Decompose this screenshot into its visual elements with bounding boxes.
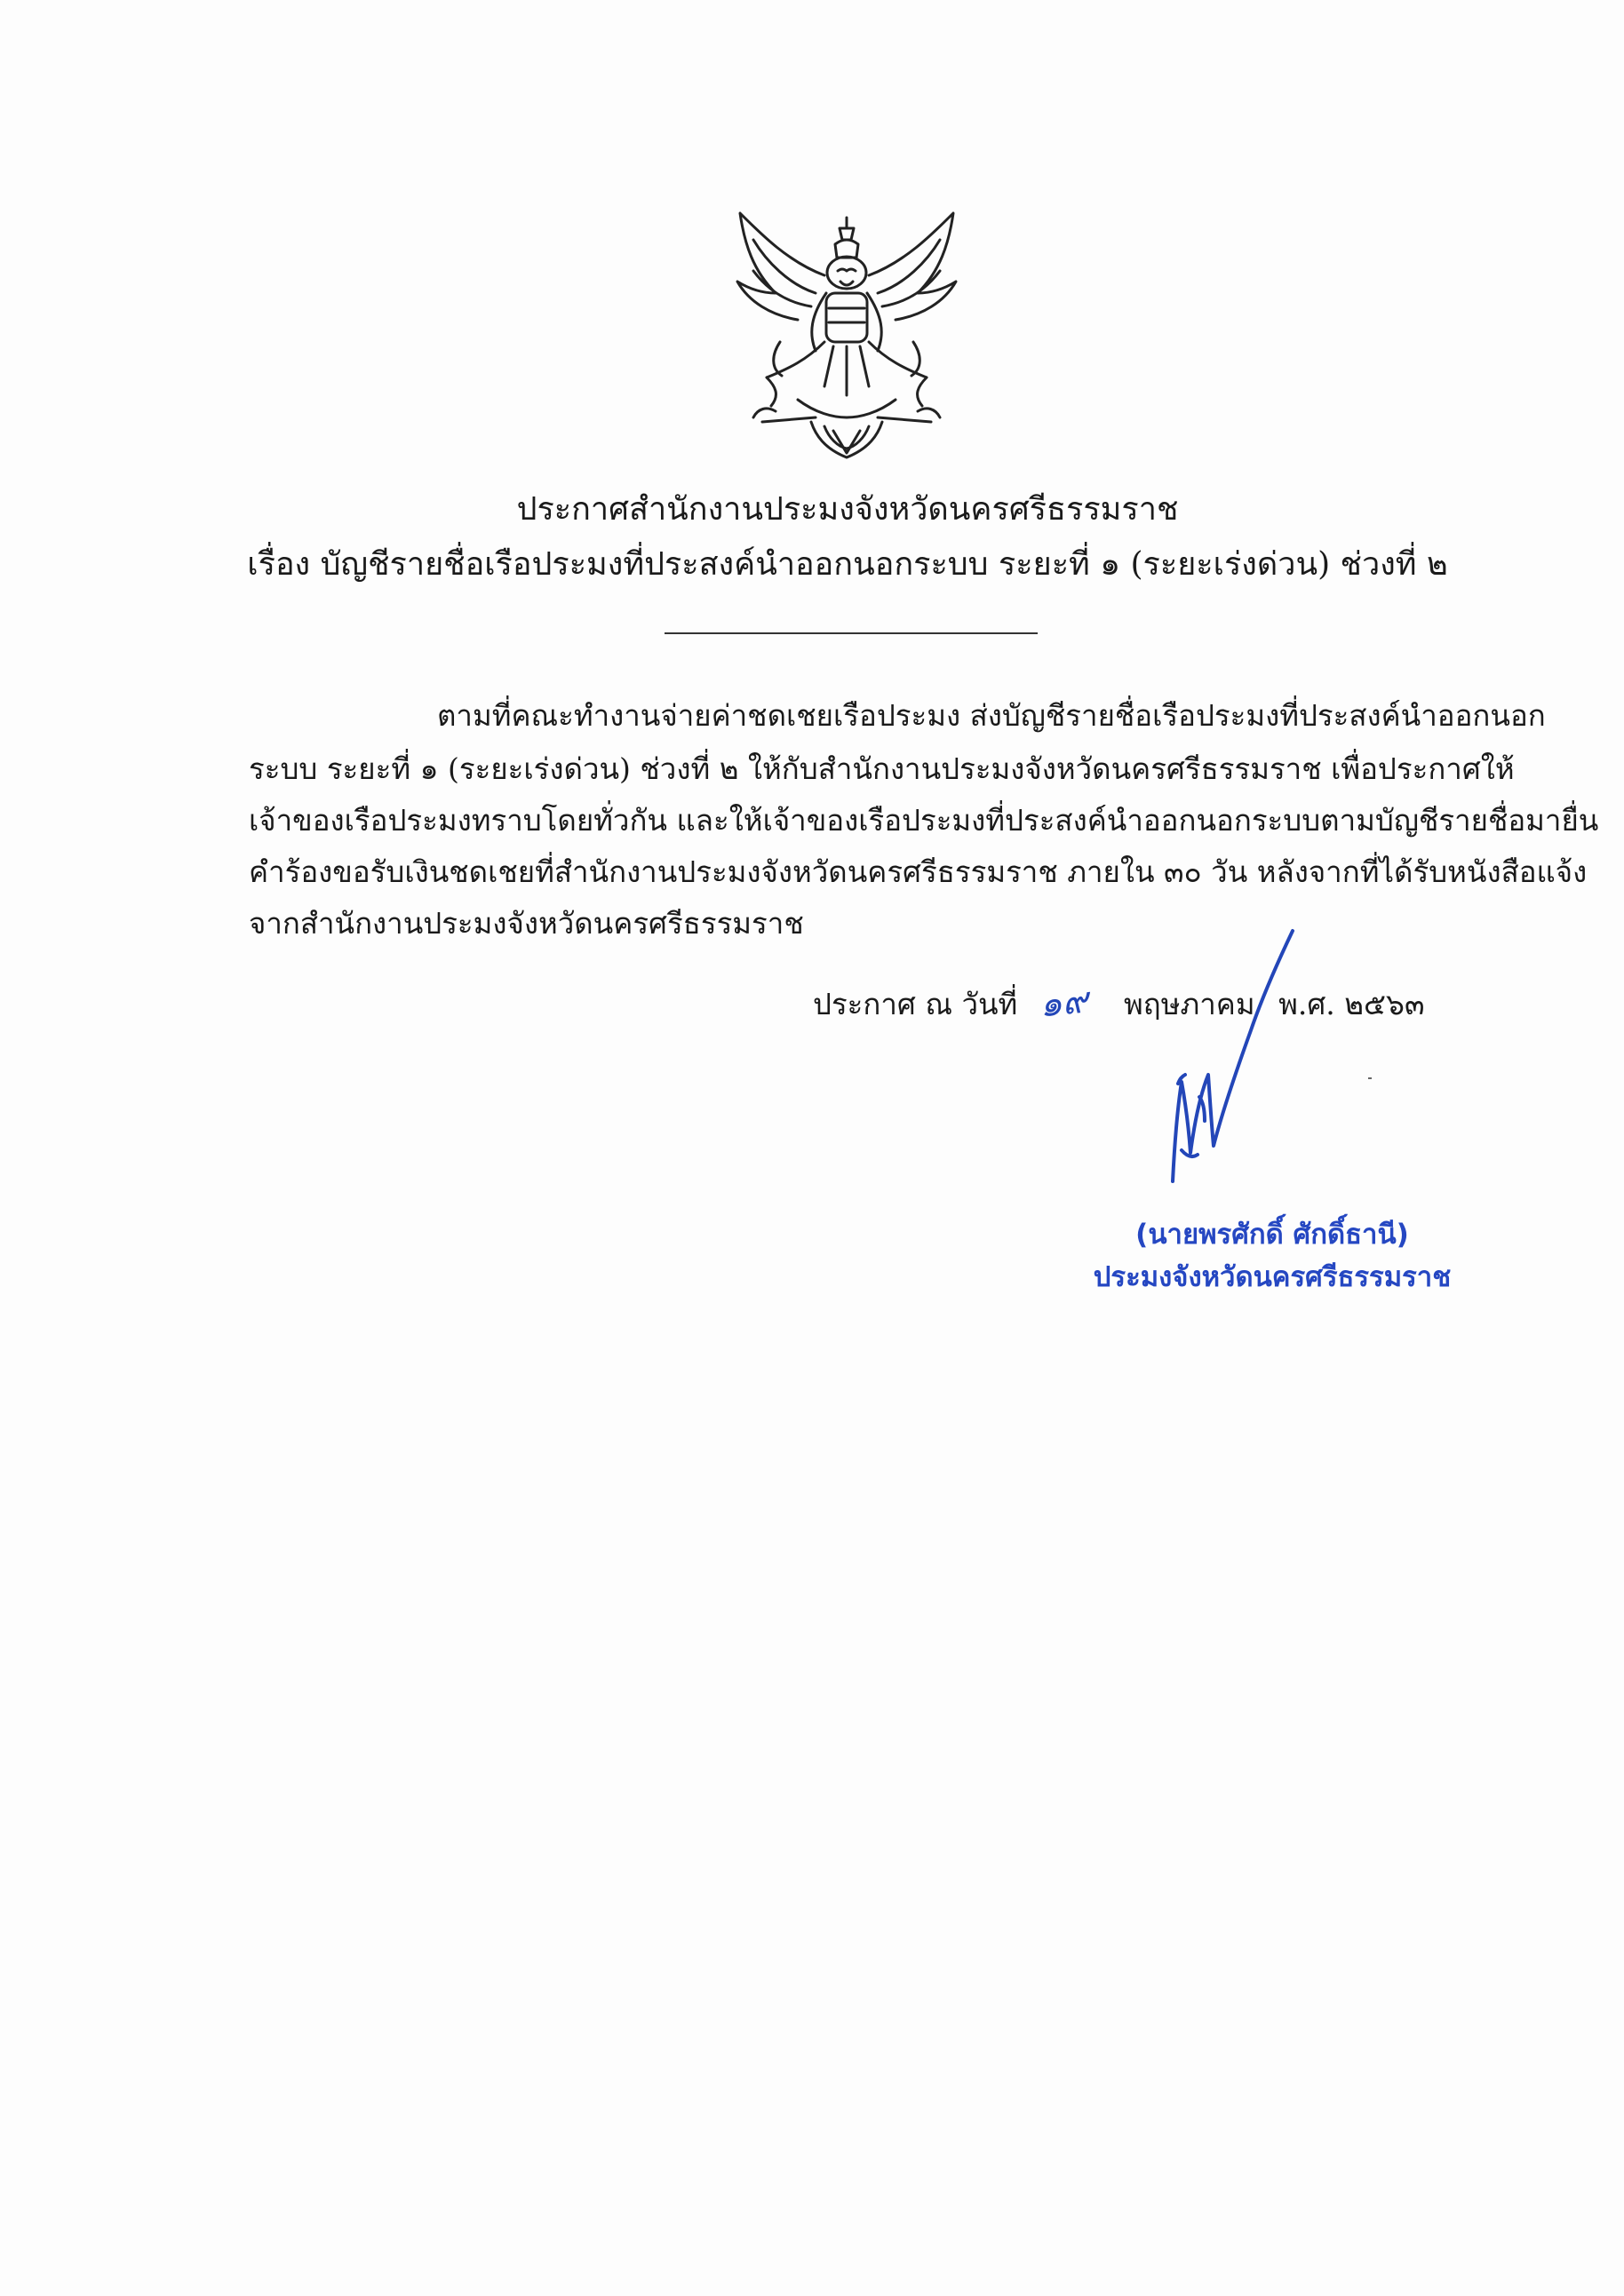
announcement-subject: เรื่อง บัญชีรายชื่อเรือประมงที่ประสงค์นำออกนอกระบบ ระยะที่ ๑ (ระยะเร่งด่วน) ช่วงที่ ๒ [247,546,1448,583]
signatory-position: ประมงจังหวัดนครศรีธรรมราช [1093,1261,1452,1293]
date-year: พ.ศ. ๒๕๖๓ [1278,987,1425,1021]
body-line: คำร้องขอรับเงินชดเชยที่สำนักงานประมงจังหวัดนครศรีธรรมราช ภายใน ๓๐ วัน หลังจากที่ได้รับหนังสือแจ้ง [249,854,1588,889]
body-line: จากสำนักงานประมงจังหวัดนครศรีธรรมราช [249,906,804,941]
body-line: ระบบ ระยะที่ ๑ (ระยะเร่งด่วน) ช่วงที่ ๒ ให้กับสำนักงานประมงจังหวัดนครศรีธรรมราช เพื่อประกาศให้ [249,751,1515,786]
body-line: ตามที่คณะทำงานจ่ายค่าชดเชยเรือประมง ส่งบัญชีรายชื่อเรือประมงที่ประสงค์นำออกนอก [437,698,1546,733]
signatory-name: (นายพรศักดิ์ ศักดิ์ธานี) [1135,1219,1409,1251]
body-line: เจ้าของเรือประมงทราบโดยทั่วกัน และให้เจ้าของเรือประมงที่ประสงค์นำออกนอกระบบตามบัญชีรายชื่อมายื่น [249,803,1599,838]
title-divider [665,632,1038,634]
handwritten-day: ๑๙ [1037,980,1090,1026]
announcement-heading: ประกาศสำนักงานประมงจังหวัดนครศรีธรรมราช [516,491,1179,528]
garuda-emblem [727,209,967,462]
date-month: พฤษภาคม [1123,987,1255,1021]
stray-mark [1368,1077,1372,1079]
date-prefix: ประกาศ ณ วันที่ [813,987,1018,1021]
announcement-date [813,981,1425,1026]
handwritten-signature [1146,924,1297,1190]
